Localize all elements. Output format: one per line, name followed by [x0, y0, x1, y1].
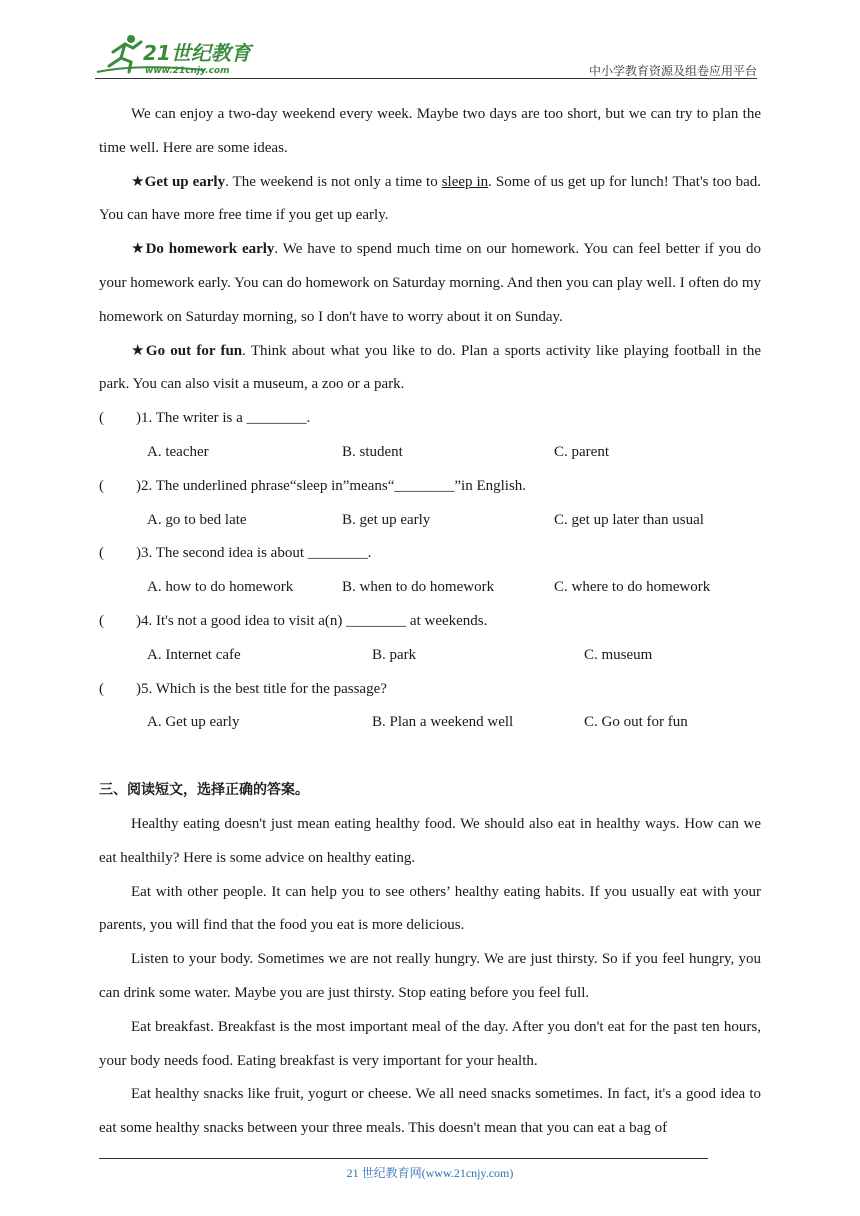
- question-2: [99, 470, 761, 504]
- question-1-options: [99, 436, 761, 470]
- logo: [95, 32, 265, 78]
- option-a: A. teacher: [147, 443, 209, 460]
- option-c: C. Go out for fun: [584, 714, 688, 731]
- idea-2-text: . We have to spend much time on our homework. You can feel better if you do your homework early. You can do homework on Saturday morning. And then you can play well. I often do my homework on Saturday morning, so I don't have to worry about it on Sunday.: [99, 241, 761, 325]
- question-stem: )4. It's not a good idea to visit a(n) ________ at weekends.: [136, 612, 488, 629]
- option-c: C. get up later than usual: [554, 511, 704, 528]
- question-stem: )5. Which is the best title for the passage?: [136, 680, 387, 697]
- section-3-paragraph-4: Eat breakfast. Breakfast is the most important meal of the day. After you don't eat for the past ten hours, your body needs food. Eating breakfast is very important for your health.: [99, 1018, 761, 1069]
- section-3-paragraph-5: Eat healthy snacks like fruit, yogurt or cheese. We all need snacks sometimes. In fact, it's a good idea to eat some healthy snacks between your three meals. This doesn't mean that you can eat a bag of: [99, 1086, 761, 1137]
- option-a: A. Internet cafe: [147, 646, 241, 663]
- idea-3-text: . Think about what you like to do. Plan a sports activity like playing football in the park. You can also visit a museum, a zoo or a park.: [99, 342, 761, 393]
- page-content: [99, 98, 761, 1146]
- idea-1-title: Get up early: [144, 173, 226, 190]
- section-3-paragraph-3: Listen to your body. Sometimes we are not really hungry. We are just thirsty. So if you feel hungry, you can drink some water. Maybe you are just thirsty. Stop eating before you feel full.: [99, 951, 761, 1001]
- answer-bracket: (: [99, 545, 104, 562]
- header-platform-text: 中小学教育资源及组卷应用平台: [588, 64, 757, 78]
- question-4-options: [99, 639, 761, 673]
- option-b: B. Plan a weekend well: [372, 714, 514, 731]
- option-b: B. get up early: [342, 511, 431, 528]
- section-3-paragraph-2: Eat with other people. It can help you to see others’ healthy eating habits. If you usually eat with your parents, you will find that the food you eat is more delicious.: [99, 883, 761, 934]
- star-icon: ★: [131, 342, 146, 359]
- footer-divider: [99, 1158, 708, 1159]
- header-divider: [95, 78, 757, 79]
- question-5-options: [99, 706, 761, 740]
- passage-idea-2: [99, 233, 761, 334]
- option-c: C. parent: [554, 443, 609, 460]
- idea-2-title: Do homework early: [145, 241, 275, 258]
- star-icon: ★: [131, 241, 146, 258]
- logo-text: 21世纪教育: [143, 41, 251, 65]
- idea-1-text-a: . The weekend is not only a time to: [225, 173, 442, 190]
- option-c: C. where to do homework: [554, 579, 711, 596]
- passage-idea-1: [99, 166, 761, 234]
- question-stem: )3. The second idea is about ________.: [136, 545, 372, 562]
- option-b: B. park: [372, 646, 417, 663]
- option-a: A. how to do homework: [147, 579, 294, 596]
- underlined-phrase: sleep in: [441, 173, 489, 190]
- option-a: A. Get up early: [147, 714, 240, 731]
- footer-text[interactable]: 21 世纪教育网(www.21cnjy.com): [346, 1166, 514, 1180]
- option-b: B. student: [342, 443, 403, 460]
- page-header: [95, 32, 765, 80]
- question-5: [99, 673, 761, 707]
- logo-url: www.21cnjy.com: [145, 66, 230, 76]
- star-icon: ★: [131, 173, 145, 190]
- answer-bracket: (: [99, 680, 104, 697]
- question-stem: )1. The writer is a ________.: [136, 410, 311, 427]
- option-b: B. when to do homework: [342, 579, 495, 596]
- section-3-title: 三、阅读短文，选择正确的答案。: [99, 782, 309, 799]
- question-3-options: [99, 571, 761, 605]
- passage-intro: We can enjoy a two-day weekend every week. Maybe two days are too short, but we can try to plan the time well. Here are some ideas.: [99, 106, 761, 156]
- passage-idea-3: [99, 335, 761, 403]
- question-1: [99, 402, 761, 436]
- answer-bracket: (: [99, 410, 104, 427]
- question-stem: )2. The underlined phrase“sleep in”means“________”in English.: [136, 477, 527, 494]
- spacer: [99, 740, 761, 774]
- option-c: C. museum: [584, 646, 653, 663]
- question-3: [99, 537, 761, 571]
- idea-1-text-b: . Some of us get up for lunch! That's too bad. You can have more free time if you get up early.: [99, 173, 762, 224]
- answer-bracket: (: [99, 477, 104, 494]
- question-4: [99, 605, 761, 639]
- option-a: A. go to bed late: [147, 511, 247, 528]
- answer-bracket: (: [99, 612, 104, 629]
- idea-3-title: Go out for fun: [145, 342, 243, 359]
- question-2-options: [99, 504, 761, 538]
- section-3-paragraph-1: Healthy eating doesn't just mean eating healthy food. We should also eat in healthy ways. How can we eat healthily? Here is some advice on healthy eating.: [99, 815, 761, 866]
